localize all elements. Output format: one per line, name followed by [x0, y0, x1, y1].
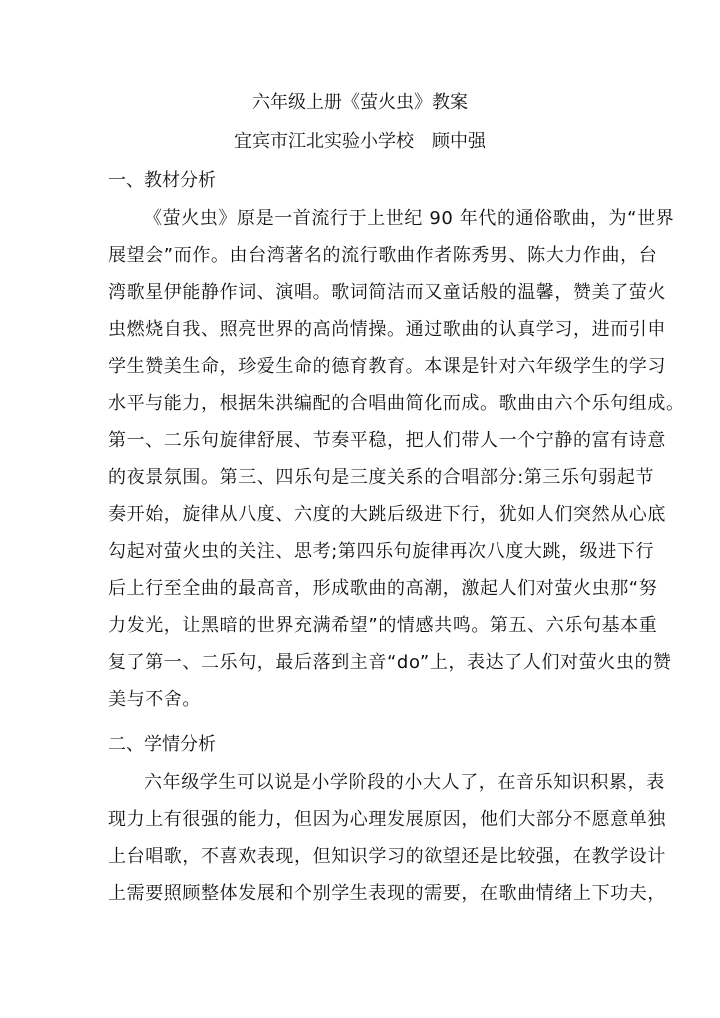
section-heading-materials: 一、教材分析 — [108, 170, 216, 191]
paragraph-line: 美与不舍。 — [108, 689, 201, 710]
paragraph-line: 复了第一、二乐句，最后落到主音“do”上，表达了人们对萤火虫的赞 — [108, 652, 672, 673]
paragraph-line: 水平与能力，根据朱洪编配的合唱曲简化而成。歌曲由六个乐句组成。 — [108, 393, 685, 414]
paragraph-line: 上台唱歌，不喜欢表现，但知识学习的欲望还是比较强，在教学设计 — [108, 846, 666, 867]
paragraph-line: 《萤火虫》原是一首流行于上世纪 90 年代的通俗歌曲，为“世界 — [144, 208, 675, 229]
paragraph-line: 勾起对萤火虫的关注、思考;第四乐句旋律再次八度大跳，级进下行 — [108, 541, 655, 562]
paragraph-line: 奏开始，旋律从八度、六度的大跳后级进下行，犹如人们突然从心底 — [108, 504, 666, 525]
paragraph-line: 虫燃烧自我、照亮世界的高尚情操。通过歌曲的认真学习，进而引申 — [108, 319, 666, 340]
paragraph-line: 上需要照顾整体发展和个别学生表现的需要，在歌曲情绪上下功夫， — [108, 883, 666, 904]
paragraph-line: 后上行至全曲的最高音，形成歌曲的高潮，激起人们对萤火虫那“努 — [108, 578, 658, 599]
paragraph-line: 现力上有很强的能力，但因为心理发展原因，他们大部分不愿意单独 — [108, 809, 666, 830]
paragraph-line: 力发光，让黑暗的世界充满希望”的情感共鸣。第五、六乐句基本重 — [108, 615, 658, 636]
author-line: 宜宾市江北实验小学校 顾中强 — [234, 131, 486, 152]
paragraph-line: 学生赞美生命，珍爱生命的德育教育。本课是针对六年级学生的学习 — [108, 356, 666, 377]
paragraph-line: 展望会”而作。由台湾著名的流行歌曲作者陈秀男、陈大力作曲，台 — [108, 245, 658, 266]
paragraph-line: 六年级学生可以说是小学阶段的小大人了，在音乐知识积累，表 — [144, 772, 665, 793]
document-title: 六年级上册《萤火虫》教案 — [252, 92, 468, 113]
paragraph-line: 湾歌星伊能静作词、演唱。歌词简洁而又童话般的温馨，赞美了萤火 — [108, 282, 666, 303]
section-heading-students: 二、学情分析 — [108, 734, 216, 755]
paragraph-line: 的夜景氛围。第三、四乐句是三度关系的合唱部分:第三乐句弱起节 — [108, 467, 655, 488]
paragraph-line: 第一、二乐句旋律舒展、节奏平稳，把人们带人一个宁静的富有诗意 — [108, 430, 666, 451]
